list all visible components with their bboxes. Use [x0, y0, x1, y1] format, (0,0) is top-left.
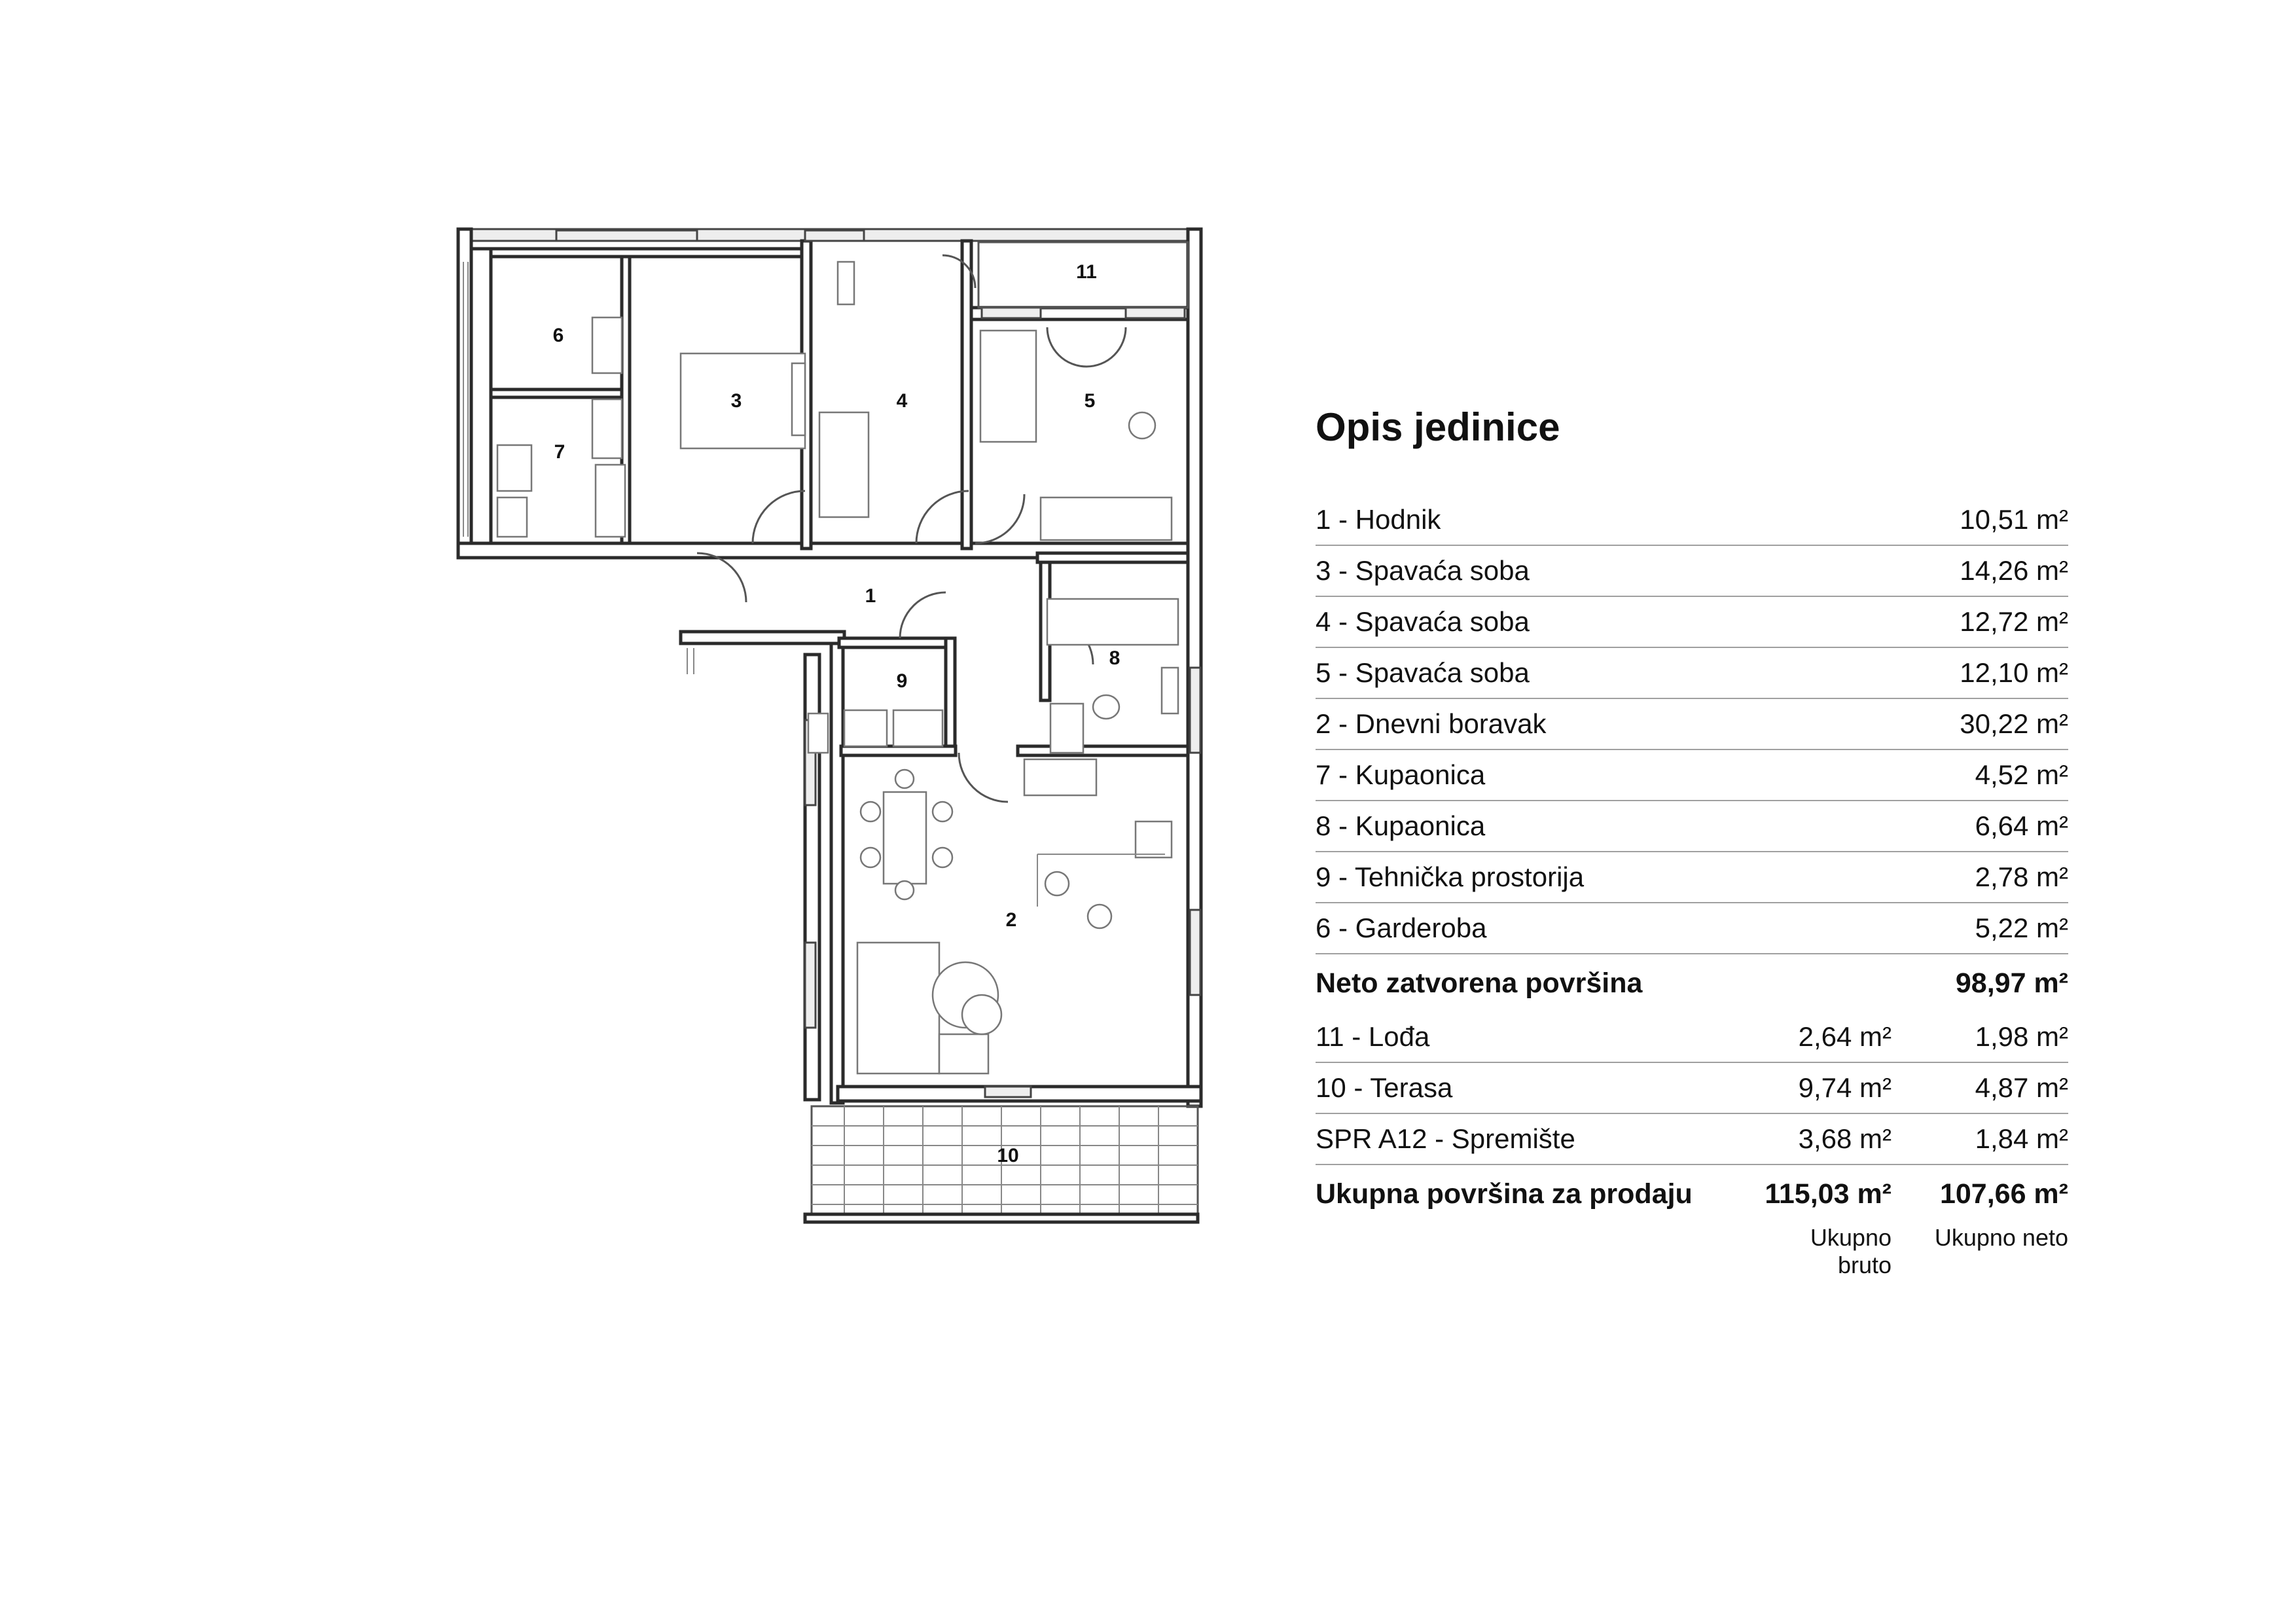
room-row: [1316, 597, 2068, 648]
gross-caption: Ukupno bruto: [1810, 1224, 1892, 1278]
sale-total-net: 107,66 m²: [1939, 1178, 2068, 1210]
room-label-11: 11: [1076, 261, 1097, 283]
extra-gross: 2,64 m²: [1798, 1021, 1892, 1052]
extra-row: [1316, 1063, 2068, 1114]
extra-net: 4,87 m²: [1975, 1072, 2068, 1103]
extra-net: 1,84 m²: [1975, 1123, 2068, 1154]
sale-total-label: Ukupna površina za prodaju: [1316, 1178, 1693, 1210]
room-name: 6 - Garderoba: [1316, 912, 1487, 943]
room-label-7: 7: [554, 441, 565, 463]
extra-net: 1,98 m²: [1975, 1021, 2068, 1052]
room-name: 8 - Kupaonica: [1316, 810, 1486, 841]
room-area: 12,72 m²: [1960, 606, 2068, 637]
room-table: [1316, 495, 2068, 1279]
room-row: [1316, 903, 2068, 954]
sale-total-row: [1316, 1165, 2068, 1223]
room-row: [1316, 750, 2068, 801]
sale-total-gross: 115,03 m²: [1765, 1178, 1892, 1210]
extra-gross: 9,74 m²: [1798, 1072, 1892, 1103]
extra-row: [1316, 1012, 2068, 1063]
extra-name: 10 - Terasa: [1316, 1072, 1453, 1103]
room-area: 5,22 m²: [1975, 912, 2068, 943]
room-label-8: 8: [1109, 647, 1121, 669]
room-name: 4 - Spavaća soba: [1316, 606, 1530, 637]
room-name: 3 - Spavaća soba: [1316, 555, 1530, 586]
room-label-4: 4: [896, 390, 908, 412]
room-row: [1316, 852, 2068, 903]
room-name: 2 - Dnevni boravak: [1316, 708, 1547, 739]
room-name: 1 - Hodnik: [1316, 504, 1441, 535]
room-label-6: 6: [552, 325, 564, 346]
room-row: [1316, 546, 2068, 597]
net-caption: Ukupno neto: [1934, 1224, 2068, 1251]
total-footer: [1316, 1224, 2068, 1279]
room-row: [1316, 801, 2068, 852]
room-area: 2,78 m²: [1975, 861, 2068, 892]
net-total-area: 98,97 m²: [1955, 967, 2068, 999]
room-label-3: 3: [730, 390, 742, 412]
extra-row: [1316, 1114, 2068, 1165]
room-row: [1316, 699, 2068, 750]
room-area: 30,22 m²: [1960, 708, 2068, 739]
panel-title: Opis jedinice: [1316, 405, 1560, 449]
room-row: [1316, 495, 2068, 546]
outer-walls: [458, 229, 1201, 1106]
extra-name: 11 - Lođa: [1316, 1021, 1430, 1052]
room-name: 9 - Tehnička prostorija: [1316, 861, 1585, 892]
room-area: 14,26 m²: [1960, 555, 2068, 586]
room-label-9: 9: [896, 670, 908, 692]
room-area: 6,64 m²: [1975, 810, 2068, 841]
room-area: 12,10 m²: [1960, 657, 2068, 688]
room-name: 5 - Spavaća soba: [1316, 657, 1530, 688]
room-label-10: 10: [997, 1145, 1019, 1166]
unit-description-panel: [1316, 406, 2068, 1279]
net-total-label: Neto zatvorena površina: [1316, 967, 1643, 999]
room-name: 7 - Kupaonica: [1316, 759, 1486, 790]
room-area: 4,52 m²: [1975, 759, 2068, 790]
net-total-row: [1316, 954, 2068, 1012]
room-label-1: 1: [865, 585, 876, 607]
room-label-5: 5: [1084, 390, 1096, 412]
room-row: [1316, 648, 2068, 699]
room-area: 10,51 m²: [1960, 504, 2068, 535]
extra-gross: 3,68 m²: [1798, 1123, 1892, 1154]
room-label-2: 2: [1005, 909, 1017, 931]
extra-name: SPR A12 - Spremište: [1316, 1123, 1575, 1154]
